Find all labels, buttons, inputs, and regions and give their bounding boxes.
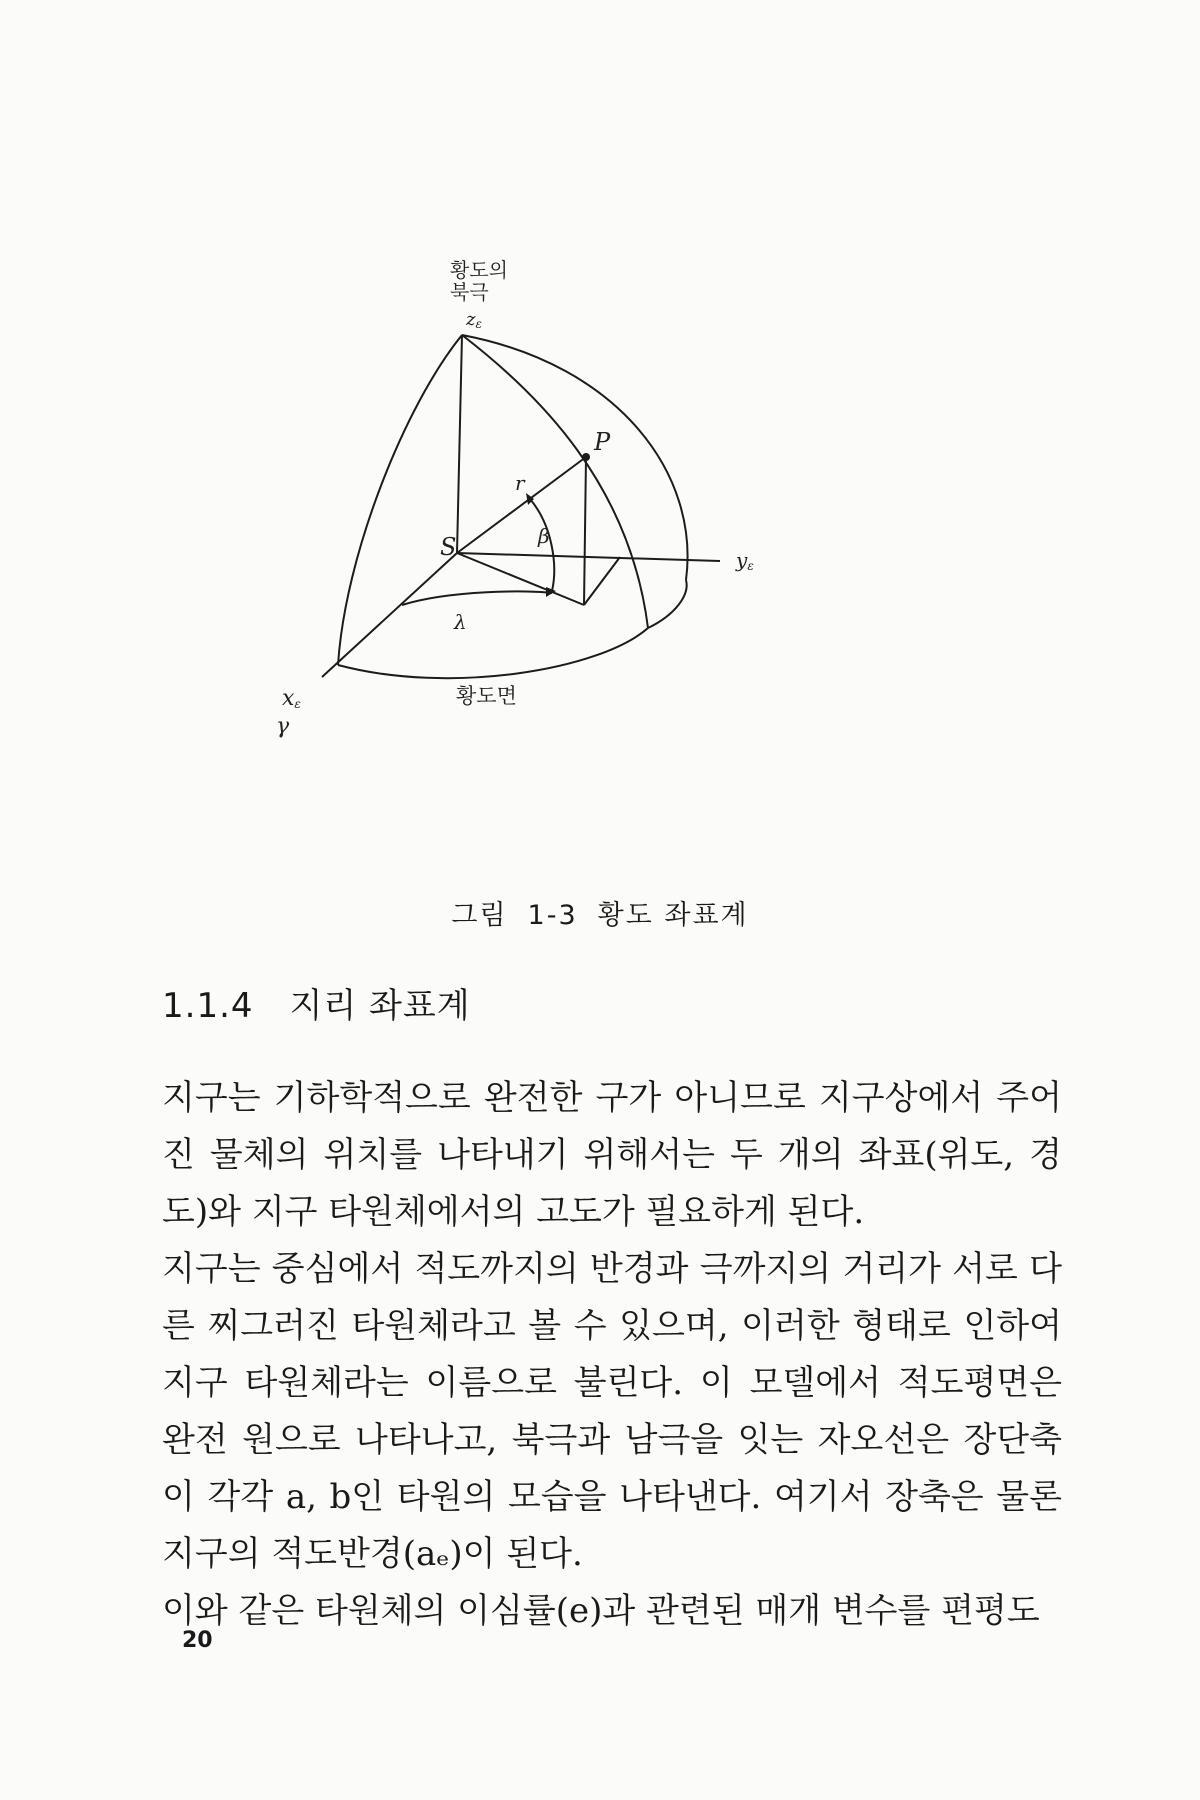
- caption-number: 1-3: [527, 900, 578, 931]
- caption-title: 황도 좌표계: [597, 900, 749, 931]
- point-p-dot: [582, 453, 590, 461]
- meridian-arc-left: [338, 335, 462, 665]
- ecliptic-plane-label: 황도면: [456, 684, 517, 708]
- body-text: [162, 1070, 1062, 1640]
- beta-label: β: [538, 524, 550, 548]
- projection-line: [457, 553, 584, 605]
- foot-to-arc: [584, 557, 620, 605]
- gamma-label: γ: [276, 714, 290, 739]
- top-label-line1: 황도의: [450, 258, 508, 282]
- ecliptic-diagram: [276, 258, 880, 845]
- x-axis-label: xε: [282, 686, 301, 711]
- great-circle-through-p: [462, 335, 648, 628]
- lambda-label: λ: [454, 610, 467, 634]
- z-axis-line: [457, 335, 462, 553]
- p-vertical-drop: [584, 457, 586, 605]
- radius-label: r: [515, 471, 525, 495]
- paragraph-1: 지구는 기하학적으로 완전한 구가 아니므로 지구상에서 주어진 물체의 위치를 나타내기 위해서는 두 개의 좌표(위도, 경도)와 지구 타원체에서의 고도가 필요하게 된다.: [162, 1078, 1062, 1232]
- meridian-arc-right: [462, 335, 688, 580]
- ecliptic-arc-right: [648, 580, 687, 628]
- page-number: 20: [182, 1628, 213, 1653]
- ecliptic-arc-bottom: [338, 628, 648, 678]
- y-axis-line: [457, 553, 720, 561]
- z-axis-label: zε: [466, 309, 482, 331]
- lambda-angle-arc: [402, 591, 552, 605]
- ecliptic-coordinate-figure: [276, 258, 880, 845]
- figure-caption: [0, 893, 1200, 932]
- y-axis-label: yε: [736, 548, 754, 573]
- section-title: 지리 좌표계: [289, 986, 471, 1026]
- section-heading: [162, 978, 471, 1027]
- point-s-label: S: [440, 533, 457, 561]
- section-number: 1.1.4: [162, 986, 254, 1026]
- point-p-label: P: [594, 428, 611, 456]
- x-axis-line: [322, 553, 457, 677]
- caption-prefix: 그림: [451, 900, 508, 931]
- top-label-line2: 북극: [450, 280, 489, 304]
- paragraph-2: 지구는 중심에서 적도까지의 반경과 극까지의 거리가 서로 다른 찌그러진 타원체라고 볼 수 있으며, 이러한 형태로 인하여 지구 타원체라는 이름으로 불린다. 이 모델에서 적도평면은 완전 원으로 나타나고, 북극과 남극을 잇는 자오선은 장단축이 각각 a, b인 타원의 모습을 나타낸다. 여기서 장축은 물론 지구의 적도반경(aₑ)이 된다.: [162, 1249, 1062, 1574]
- paragraph-3: 이와 같은 타원체의 이심률(e)과 관련된 매개 변수를 편평도: [162, 1591, 1040, 1631]
